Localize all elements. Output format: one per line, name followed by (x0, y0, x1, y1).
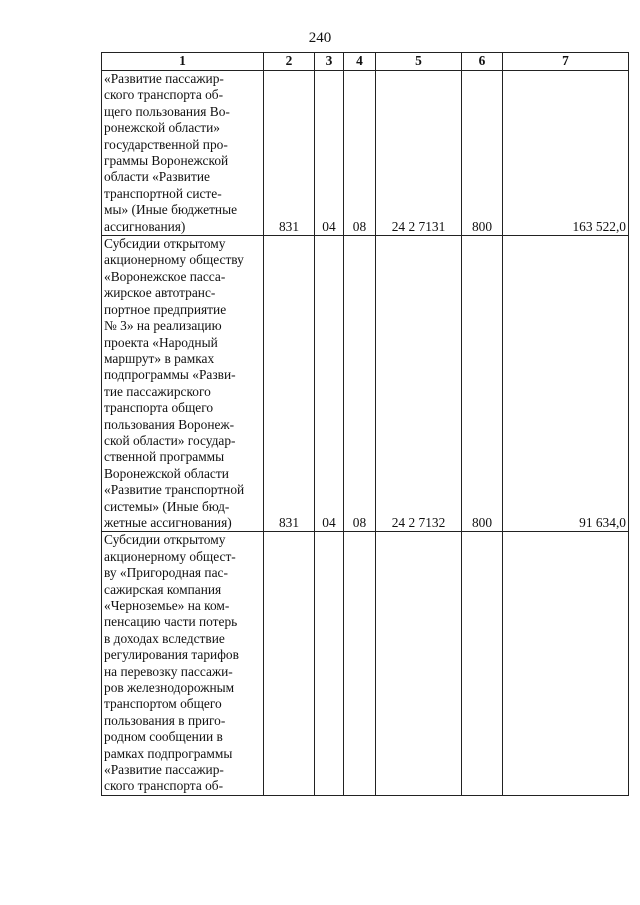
column-header: 2 (264, 53, 315, 71)
description-line: «Черноземье» на ком- (104, 598, 230, 613)
description-line: сажирская компания (104, 581, 222, 597)
cell-gr: 831 (264, 71, 315, 236)
cell-vr: 800 (462, 236, 503, 532)
description-line: транспорта общего (104, 400, 214, 416)
description-line: системы» (Иные бюд- (104, 498, 230, 514)
description-line: родном сообщении в (104, 729, 223, 745)
description-line: пользования в приго- (104, 712, 226, 728)
page-number: 240 (308, 30, 332, 46)
row-description (102, 236, 264, 532)
cell-rz (315, 532, 344, 796)
column-header: 7 (503, 53, 629, 71)
column-header: 6 (462, 53, 503, 71)
description-line: ассигнования) (104, 218, 186, 234)
cell-csr: 24 2 7132 (376, 236, 462, 532)
column-header: 5 (376, 53, 462, 71)
table-row (102, 236, 629, 532)
budget-table (101, 52, 629, 796)
description-line: ронежской области» (104, 120, 220, 136)
description-line: рамках подпрограммы (104, 745, 233, 761)
header-row (102, 53, 629, 71)
cell-amount (503, 532, 629, 796)
description-line: «Развитие транспортной (104, 482, 245, 498)
description-line: жетные ассигнования) (104, 514, 232, 530)
cell-gr: 831 (264, 236, 315, 532)
cell-csr (376, 532, 462, 796)
row-description (102, 532, 264, 796)
row-description (102, 71, 264, 236)
description-line: ров железнодорожным (104, 680, 235, 696)
cell-rz: 04 (315, 71, 344, 236)
description-line: пользования Воронеж- (104, 416, 235, 432)
description-line: маршрут» в рамках (104, 350, 215, 366)
description-line: Субсидии открытому (104, 236, 226, 252)
description-line: мы» (Иные бюджетные (104, 202, 238, 218)
cell-vr: 800 (462, 71, 503, 236)
description-line: на перевозку пассажи- (104, 663, 233, 679)
description-line: акционерному обществу (104, 252, 244, 268)
description-line: подпрограммы «Разви- (104, 367, 236, 383)
cell-gr (264, 532, 315, 796)
description-line: портное предприятие (104, 301, 227, 317)
cell-pr: 08 (344, 236, 376, 532)
description-line: «Воронежское пасса- (104, 268, 226, 284)
description-line: Воронежской области (104, 465, 229, 481)
description-line: «Развитие пассажир- (104, 71, 224, 86)
description-line: проекта «Народный (104, 334, 218, 350)
description-line: тие пассажирского (104, 383, 211, 399)
description-line: граммы Воронежской (104, 153, 229, 169)
cell-csr: 24 2 7131 (376, 71, 462, 236)
description-line: пенсацию части потерь (104, 614, 238, 630)
cell-amount: 163 522,0 (503, 71, 629, 236)
description-line: ской области» государ- (104, 432, 236, 448)
cell-pr (344, 532, 376, 796)
table-row (102, 532, 629, 796)
description-line: № 3» на реализацию (104, 318, 222, 334)
description-line: ского транспорта об- (104, 87, 224, 103)
description-line: щего пользования Во- (104, 103, 230, 119)
description-line: в доходах вследствие (104, 630, 225, 646)
description-line: области «Развитие (104, 169, 210, 185)
description-line: жирское автотранс- (104, 285, 216, 301)
description-line: «Развитие пассажир- (104, 762, 224, 778)
description-line: акционерному общест- (104, 548, 236, 564)
column-header: 3 (315, 53, 344, 71)
description-line: транспортом общего (104, 696, 222, 712)
description-line: ственной программы (104, 449, 225, 465)
description-line: ву «Пригородная пас- (104, 565, 228, 581)
description-line: регулирования тарифов (104, 647, 239, 663)
description-line: транспортной систе- (104, 185, 222, 201)
description-line: государственной про- (104, 136, 228, 152)
column-header: 4 (344, 53, 376, 71)
cell-amount: 91 634,0 (503, 236, 629, 532)
column-header: 1 (102, 53, 264, 71)
cell-pr: 08 (344, 71, 376, 236)
table-row (102, 71, 629, 236)
cell-rz: 04 (315, 236, 344, 532)
description-line: Субсидии открытому (104, 532, 226, 548)
cell-vr (462, 532, 503, 796)
description-line: ского транспорта об- (104, 778, 224, 794)
